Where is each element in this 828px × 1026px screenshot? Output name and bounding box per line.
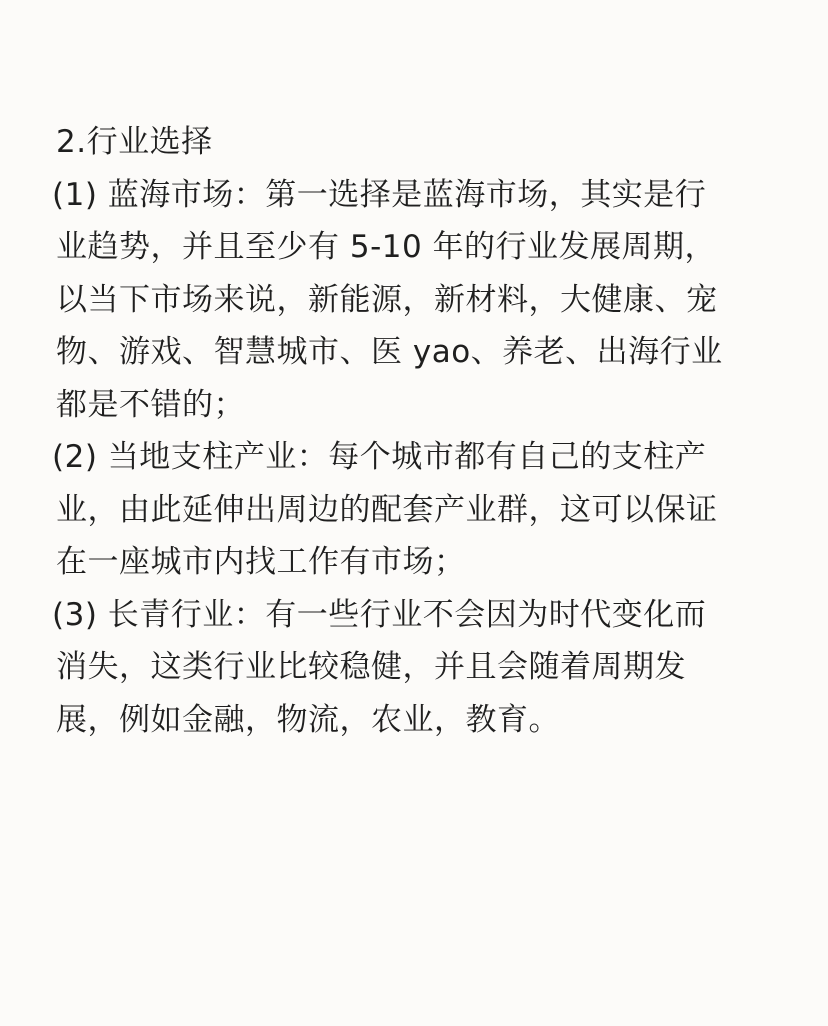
item-1-line-4: 物、游戏、智慧城市、医 yao、养老、出海行业 [56, 334, 723, 370]
item-2-line-3: 在一座城市内找工作有市场； [56, 544, 466, 580]
item-2-line-1: (2) 当地支柱产业：每个城市都有自己的支柱产 [52, 439, 707, 475]
article-body [52, 116, 776, 746]
item-1-line-2: 业趋势，并且至少有 5-10 年的行业发展周期， [56, 229, 717, 265]
item-1-line-5: 都是不错的； [56, 386, 245, 423]
item-2-line-2: 业，由此延伸出周边的配套产业群，这可以保证 [56, 491, 718, 528]
item-1-line-1: (1) 蓝海市场：第一选择是蓝海市场，其实是行 [52, 176, 707, 213]
item-3-line-2: 消失，这类行业比较稳健，并且会随着周期发 [56, 649, 686, 685]
item-1-line-3: 以当下市场来说，新能源，新材料，大健康、宠 [56, 281, 718, 318]
item-3-line-1: (3) 长青行业：有一些行业不会因为时代变化而 [52, 596, 707, 633]
section-heading: 2.行业选择 [56, 124, 213, 160]
item-3-line-3: 展，例如金融，物流，农业，教育。 [56, 701, 560, 738]
